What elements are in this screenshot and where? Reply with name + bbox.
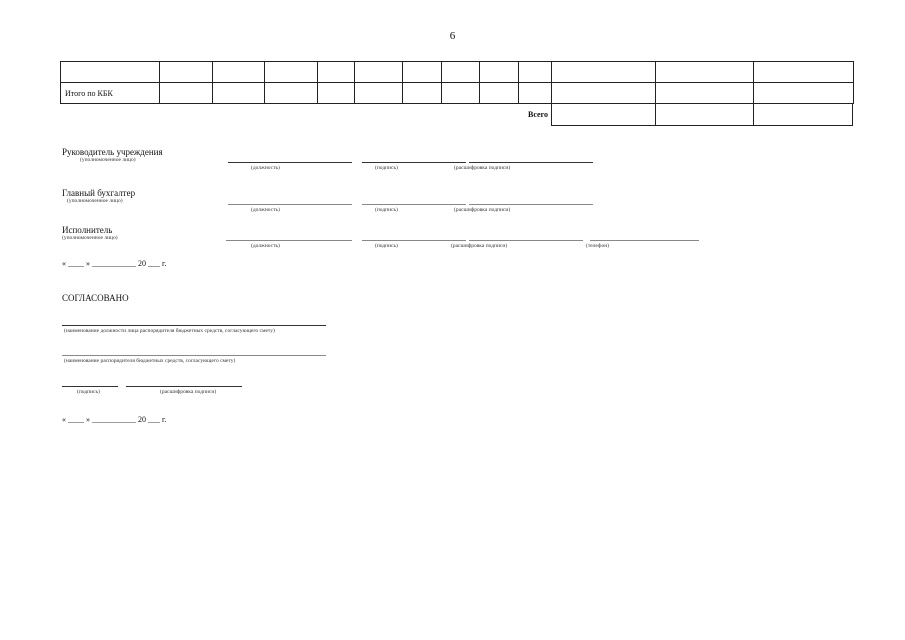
chief-signature-caption: (подпись) bbox=[375, 207, 398, 213]
head-signature-line bbox=[362, 162, 466, 163]
chief-decoding-caption: (расшифровка подписи) bbox=[454, 207, 511, 213]
head-title: Руководитель учреждения bbox=[62, 147, 163, 157]
table-row bbox=[61, 83, 854, 104]
table-cell bbox=[552, 104, 655, 125]
budget-table bbox=[60, 61, 854, 104]
table-cell bbox=[552, 83, 656, 104]
approval-manager-caption: (наименование распорядителя бюджетных средств, согласующего смету) bbox=[64, 358, 236, 364]
executor-phone-caption: (телефон) bbox=[586, 243, 610, 249]
head-decoding-caption: (расшифровка подписи) bbox=[454, 165, 511, 171]
table-cell bbox=[519, 83, 552, 104]
page-number: 6 bbox=[449, 30, 456, 42]
table-cell bbox=[519, 62, 552, 83]
grand-total-row bbox=[551, 104, 853, 126]
approval-signature-line bbox=[62, 386, 118, 387]
head-position-caption: (должность) bbox=[251, 165, 280, 171]
table-cell bbox=[480, 62, 519, 83]
kbk-total-label: Итого по КБК bbox=[61, 83, 160, 104]
table-cell bbox=[753, 104, 852, 125]
chief-position-line bbox=[228, 204, 352, 205]
signature-date-line: « ____ » ___________ 20 ___ г. bbox=[62, 259, 167, 268]
table-cell bbox=[213, 83, 265, 104]
approval-date-line: « ____ » ___________ 20 ___ г. bbox=[62, 415, 167, 424]
executor-signature-caption: (подпись) bbox=[375, 243, 398, 249]
table-cell bbox=[442, 62, 480, 83]
executor-position-caption: (должность) bbox=[251, 243, 280, 249]
executor-title: Исполнитель bbox=[62, 225, 113, 235]
executor-subtitle: (уполномоченное лицо) bbox=[62, 235, 118, 241]
table-cell bbox=[442, 83, 480, 104]
table-cell bbox=[656, 83, 754, 104]
approval-manager-line bbox=[62, 355, 326, 356]
table-row bbox=[61, 62, 854, 83]
table-cell bbox=[480, 83, 519, 104]
chief-accountant-title: Главный бухгалтер bbox=[62, 188, 136, 198]
chief-position-caption: (должность) bbox=[251, 207, 280, 213]
table-cell bbox=[355, 83, 403, 104]
approval-decoding-caption: (расшифровка подписи) bbox=[160, 389, 217, 395]
table-cell bbox=[265, 62, 318, 83]
grand-total-label: Всего bbox=[528, 110, 548, 119]
approval-heading: СОГЛАСОВАНО bbox=[62, 293, 129, 303]
executor-decoding-line bbox=[469, 240, 583, 241]
table-cell bbox=[403, 62, 442, 83]
table-cell bbox=[213, 62, 265, 83]
table-cell bbox=[656, 62, 754, 83]
table-cell bbox=[318, 62, 355, 83]
approval-position-line bbox=[62, 325, 326, 326]
head-signature-caption: (подпись) bbox=[375, 165, 398, 171]
table-cell bbox=[61, 62, 160, 83]
head-subtitle: (уполномоченное лицо) bbox=[80, 157, 136, 163]
table-cell bbox=[355, 62, 403, 83]
chief-decoding-line bbox=[469, 204, 593, 205]
approval-decoding-line bbox=[126, 386, 242, 387]
table-cell bbox=[160, 83, 213, 104]
table-cell bbox=[754, 62, 854, 83]
table-cell bbox=[754, 83, 854, 104]
table-cell bbox=[552, 62, 656, 83]
executor-phone-line bbox=[590, 240, 699, 241]
head-decoding-line bbox=[469, 162, 593, 163]
executor-decoding-caption: (расшифровка подписи) bbox=[451, 243, 508, 249]
table-cell bbox=[403, 83, 442, 104]
table-cell bbox=[655, 104, 752, 125]
approval-signature-caption: (подпись) bbox=[77, 389, 100, 395]
executor-signature-line bbox=[362, 240, 466, 241]
approval-position-caption: (наименование должности лица распорядителя бюджетных средств, согласующего смету) bbox=[64, 328, 275, 334]
table-cell bbox=[265, 83, 318, 104]
chief-accountant-subtitle: (уполномоченное лицо) bbox=[67, 198, 123, 204]
table-cell bbox=[160, 62, 213, 83]
executor-position-line bbox=[226, 240, 352, 241]
head-position-line bbox=[228, 162, 352, 163]
chief-signature-line bbox=[362, 204, 466, 205]
table-cell bbox=[318, 83, 355, 104]
